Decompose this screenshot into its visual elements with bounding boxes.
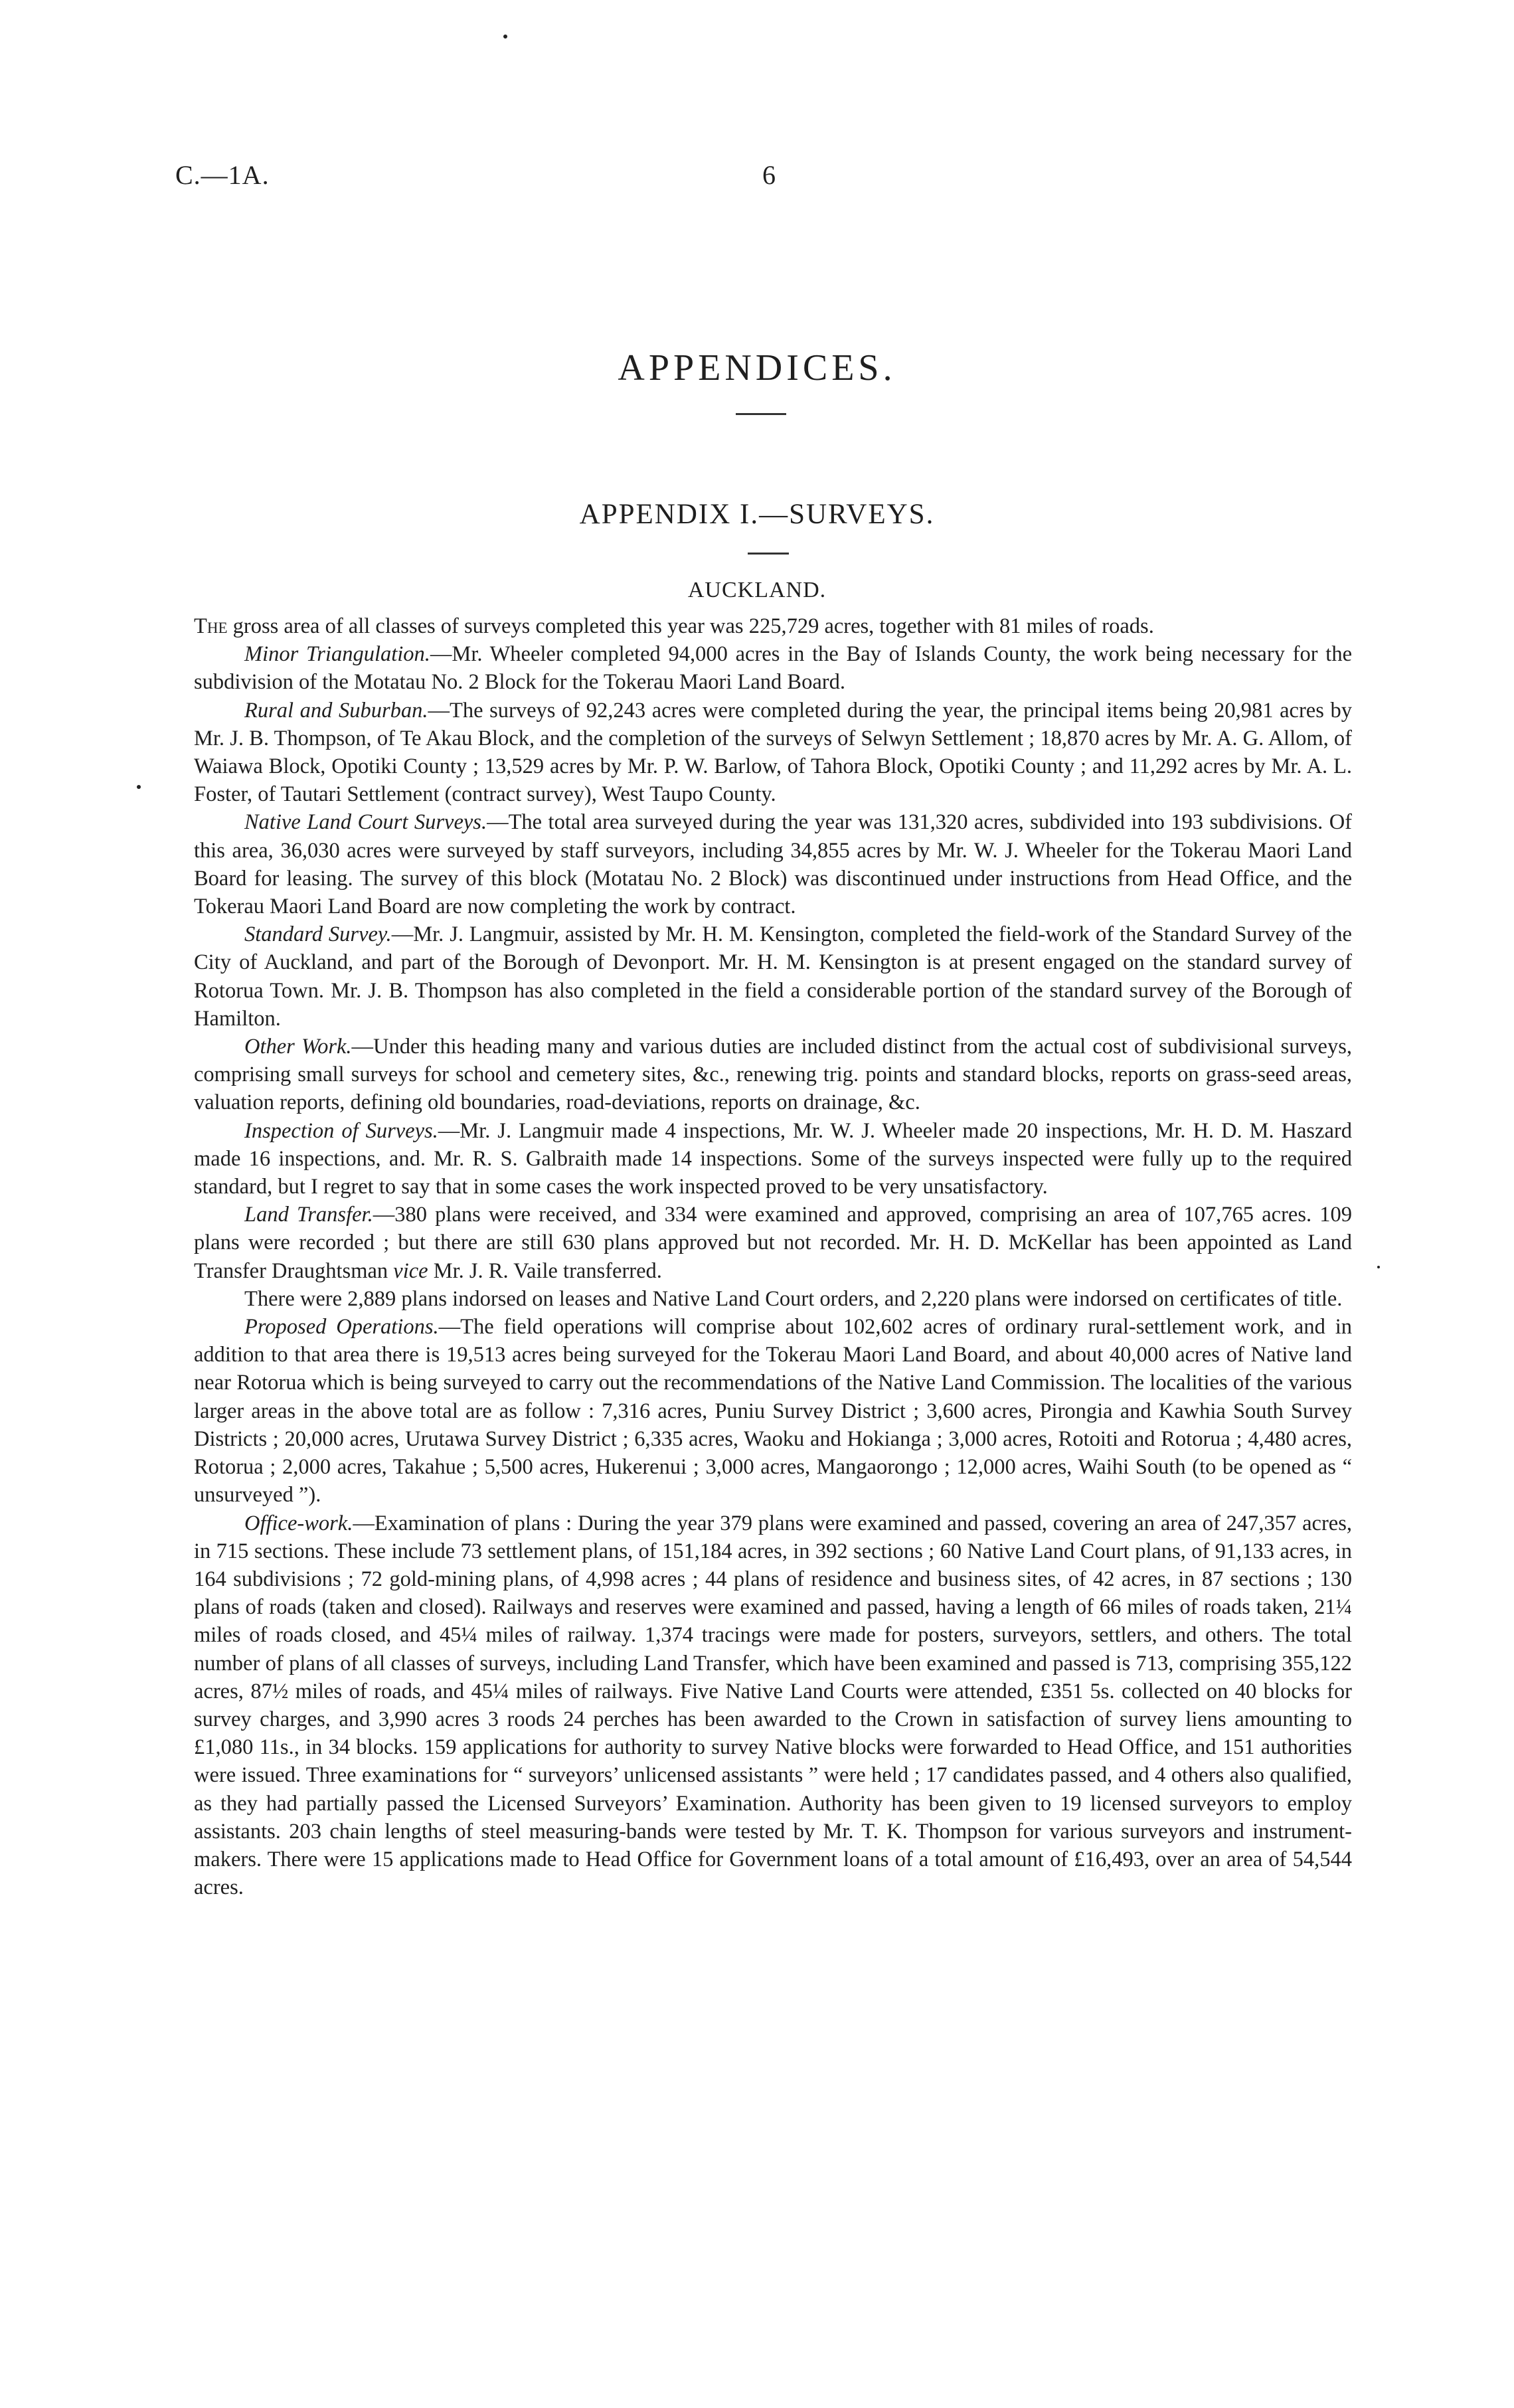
paragraph-native-land-court xyxy=(194,808,1352,920)
page-header xyxy=(0,159,1514,199)
lead-word: The xyxy=(194,614,228,638)
paragraph-text: —Under this heading many and various duties are included distinct from the actual cost of subdivisional surveys, comprising small surveys for school and cemetery sites, &c., renewing trig. points and standard blocks, reports on grass-seed areas, valuation reports, defining old boundaries, road-deviations, reports on drainage, &c. xyxy=(194,1035,1352,1115)
page-number: 6 xyxy=(762,160,776,190)
section-title: AUCKLAND. xyxy=(687,578,827,602)
paragraph-intro xyxy=(194,612,1352,640)
run-in-heading: Rural and Suburban. xyxy=(244,698,428,723)
paragraph-land-transfer xyxy=(194,1201,1352,1285)
paragraph-minor-triangulation xyxy=(194,640,1352,696)
run-in-heading: Land Transfer. xyxy=(244,1203,373,1227)
paragraph-text: There were 2,889 plans indorsed on leases and Native Land Court orders, and 2,220 plans were indorsed on certificates of title. xyxy=(244,1286,1343,1311)
paragraph-text: —Mr. J. Langmuir, assisted by Mr. H. M. Kensington, completed the field-work of the Standard Survey of the City of Auckland, and part of the Borough of Devonport. Mr. H. M. Kensington is at present engaged on the standard survey of Rotorua Town. Mr. J. B. Thompson has also completed in the field a considerable portion of the standard survey of the Borough of Hamilton. xyxy=(194,922,1352,1031)
paragraph-indorsed-plans xyxy=(194,1285,1352,1313)
run-in-heading: Proposed Operations. xyxy=(244,1315,439,1339)
paragraph-proposed-operations xyxy=(194,1313,1352,1509)
page-title: APPENDICES. xyxy=(618,347,896,388)
paragraph-text: —The field operations will comprise about 102,602 acres of ordinary rural-settlement work, and in addition to that area there is 19,513 acres being surveyed for the Tokerau Maori Land Board, and about 40,000 acres of Native land near Rotorua which is being surveyed to carry out the recommendations of the Native Land Commission. The localities of the various larger areas in the above total are as follow : 7,316 acres, Puniu Survey District ; 3,600 acres, Pirongia and Kawhia South Survey Districts ; 20,000 acres, Urutawa Survey District ; 6,335 acres, Waoku and Hokianga ; 3,000 acres, Rotoiti and Rotorua ; 4,480 acres, Rotorua ; 2,000 acres, Takahue ; 5,500 acres, Hukerenui ; 3,000 acres, Mangaorongo ; 12,000 acres, Waihi South (to be opened as “ unsurveyed ”). xyxy=(194,1315,1352,1507)
run-in-heading: Standard Survey. xyxy=(244,922,392,947)
scan-speck xyxy=(1377,1266,1380,1268)
paragraph-office-work xyxy=(194,1509,1352,1902)
run-in-heading: Other Work. xyxy=(244,1035,352,1059)
paragraph-text: —380 plans were received, and 334 were examined and approved, comprising an area of 107,765 acres. 109 plans were recorded ; but there are still 630 plans approved but not recorded. Mr. H. D. McKellar has been appointed as Land Transfer Draughtsman xyxy=(194,1203,1353,1283)
scan-speck xyxy=(503,35,507,39)
paragraph-text: gross area of all classes of surveys completed this year was 225,729 acres, together with 81 miles of roads. xyxy=(227,614,1154,638)
title-rule xyxy=(736,413,786,415)
appendix-rule xyxy=(748,553,789,555)
run-in-heading: Minor Triangulation. xyxy=(244,642,430,667)
scan-speck xyxy=(137,785,141,789)
run-in-heading: Office-work. xyxy=(244,1511,353,1535)
run-in-heading: Inspection of Surveys. xyxy=(244,1118,438,1143)
run-in-heading: Native Land Court Surveys. xyxy=(244,810,487,835)
paragraph-rural-suburban xyxy=(194,697,1352,809)
paragraph-text: —Mr. J. Langmuir made 4 inspections, Mr. W. J. Wheeler made 20 inspections, Mr. H. D. M. Haszard made 16 inspections, and. Mr. R. S. Galbraith made 14 inspections. Some of the surveys inspected were fully up to the required standard, but I regret to say that in some cases the work inspected proved to be very unsatisfactory. xyxy=(194,1118,1353,1199)
paragraph-other-work xyxy=(194,1033,1352,1117)
vice-italic: vice xyxy=(393,1258,428,1283)
paragraph-text: —The surveys of 92,243 acres were completed during the year, the principal items being 20,981 acres by Mr. J. B. Thompson, of Te Akau Block, and the completion of the surveys of Selwyn Settlement ; 18,870 acres by Mr. A. G. Allom, of Waiawa Block, Opotiki County ; 13,529 acres by Mr. P. W. Barlow, of Tahora Block, Opotiki County ; and 11,292 acres by Mr. A. L. Foster, of Tautari Settlement (contract survey), West Taupo County. xyxy=(194,698,1352,807)
paragraph-inspection xyxy=(194,1117,1352,1201)
body-text xyxy=(194,612,1352,1901)
paragraph-standard-survey xyxy=(194,920,1352,1033)
appendix-title: APPENDIX I.—SURVEYS. xyxy=(579,499,935,530)
paragraph-text: —Examination of plans : During the year 379 plans were examined and passed, covering an area of 247,357 acres, in 715 sections. These include 73 settlement plans, of 151,184 acres, in 392 sections ; 60 Native Land Court plans, of 91,133 acres, in 164 subdivisions ; 72 gold-mining plans, of 4,998 acres ; 44 plans of residence and business sites, of 42 acres, in 87 sections ; 130 plans of roads (taken and closed). Railways and reserves were examined and passed, having a length of 66 miles of roads taken, 21¼ miles of roads closed, and 45¼ miles of railway. 1,374 tracings were made for posters, surveyors, settlers, and others. The total number of plans of all classes of surveys, including Land Transfer, which have been examined and passed is 713, comprising 355,122 acres, 87½ miles of roads, and 45¼ miles of railways. Five Native Land Courts were attended, £351 5s. collected on 40 blocks for survey charges, and 3,990 acres 3 roods 24 perches has been awarded to the Crown in satisfaction of survey liens amounting to £1,080 11s., in 34 blocks. 159 applications for authority to survey Native blocks were forwarded to Head Office, and 151 authorities were issued. Three examinations for “ surveyors’ unlicensed assistants ” were held ; 17 candidates passed, and 4 others also qualified, as they had partially passed the Licensed Surveyors’ Examination. Authority has been given to 19 licensed surveyors to employ assistants. 203 chain lengths of steel measuring-bands were tested by Mr. T. K. Thompson for various surveyors and instrument-makers. There were 15 applications made to Head Office for Government loans of a total amount of £16,493, over an area of 54,544 acres. xyxy=(194,1511,1352,1900)
paragraph-text: Mr. J. R. Vaile transferred. xyxy=(428,1258,662,1283)
paragraph-text: —The total area surveyed during the year was 131,320 acres, subdivided into 193 subdivisions. Of this area, 36,030 acres were surveyed by staff surveyors, including 34,855 acres by Mr. W. J. Wheeler for the Tokerau Maori Land Board for leasing. The survey of this block (Motatau No. 2 Block) was discontinued under instructions from Head Office, and the Tokerau Maori Land Board are now completing the work by contract. xyxy=(194,810,1352,919)
document-reference: C.—1A. xyxy=(175,160,270,190)
paragraph-text: —Mr. Wheeler completed 94,000 acres in the Bay of Islands County, the work being necessary for the subdivision of the Motatau No. 2 Block for the Tokerau Maori Land Board. xyxy=(194,642,1352,695)
